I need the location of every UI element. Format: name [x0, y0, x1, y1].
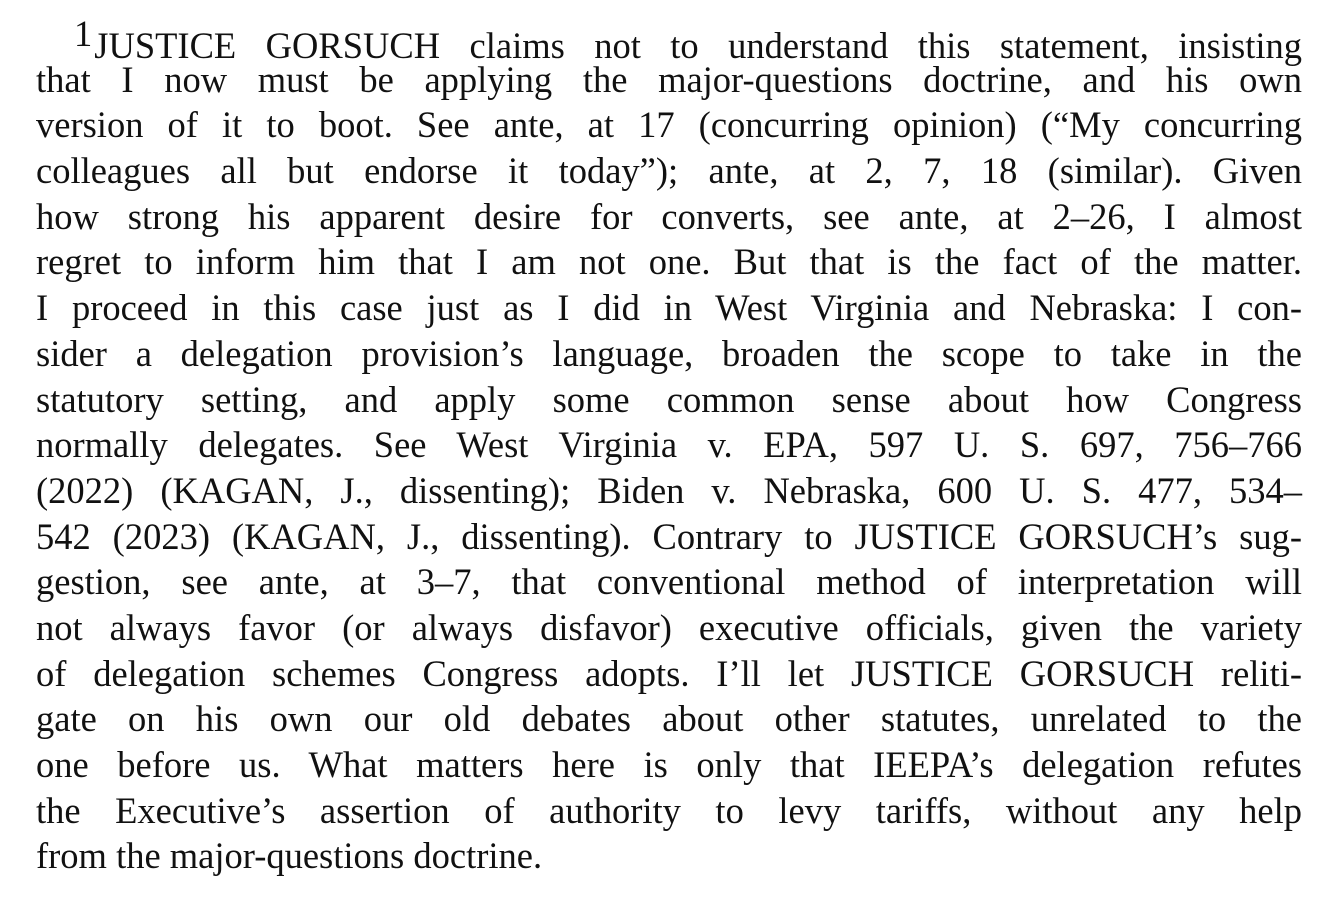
small-caps-name: ORSUCH — [1044, 515, 1193, 557]
text-run: , at 17 (concurring opinion) (“My concurring — [554, 104, 1302, 146]
text-run: (2022) (K — [36, 469, 199, 511]
text-run: , 597 U. S. 697, 756–766 — [828, 424, 1302, 466]
text-run: normally delegates. See — [36, 424, 457, 466]
footnote-line — [36, 468, 1302, 514]
footnote-line — [36, 788, 1302, 834]
italic-citation: Nebraska — [1029, 287, 1168, 329]
footnote-line — [36, 651, 1302, 697]
text-run: J — [94, 25, 109, 66]
text-run: statutory setting, and apply some common sense about how Congress — [36, 378, 1302, 420]
footnote-line — [36, 102, 1302, 148]
footnote-line — [36, 377, 1302, 423]
text-run: , at 3–7, that conventional method of interpretation will — [319, 561, 1302, 603]
small-caps-name: AGAN — [270, 515, 376, 557]
text-run: and — [929, 287, 1030, 329]
italic-citation: Nebraska — [763, 469, 902, 511]
footnote-line — [36, 194, 1302, 240]
small-caps-name: USTICE — [868, 515, 997, 557]
text-run: one before us. What matters here is only that IEEPA’s delegation refutes — [36, 744, 1302, 785]
text-run: colleagues all but endorse it today”); — [36, 150, 709, 192]
text-run: 542 (2023) (K — [36, 515, 271, 557]
text-run: the Executive’s assertion of authority to levy tariffs, without any help — [36, 789, 1302, 831]
text-run: from the major-questions doctrine. — [36, 835, 543, 877]
text-run: gate on his own our old debates about other statutes, unrelated to the — [36, 698, 1302, 740]
text-run: ’s sug- — [1192, 515, 1303, 557]
footnote-text — [36, 11, 1302, 879]
italic-citation: ante — [493, 104, 555, 146]
footnote-line — [36, 742, 1302, 788]
footnote-line — [36, 696, 1302, 742]
footnote-line — [36, 239, 1302, 285]
footnote-line — [36, 559, 1302, 605]
text-run: gestion, see — [36, 561, 259, 603]
text-run: that I now must be applying the major-questions doctrine, and his own — [36, 58, 1302, 100]
text-run: version of it to boot. See — [36, 104, 494, 146]
text-run: G — [992, 652, 1047, 694]
text-run: , J., dissenting); — [304, 469, 598, 511]
italic-citation: ante — [898, 195, 960, 237]
italic-citation: EPA — [763, 424, 829, 466]
text-run: claims not to understand this statement, insisting — [440, 25, 1303, 66]
text-run: v. — [684, 469, 764, 511]
text-run: G — [996, 515, 1045, 557]
text-run: : I con- — [1167, 287, 1303, 329]
footnote-line — [36, 605, 1302, 651]
text-run: , at 2–26, I almost — [959, 195, 1302, 237]
footnote-line — [36, 148, 1302, 194]
small-caps-name: ORSUCH — [1046, 652, 1195, 694]
italic-citation: West Virginia — [715, 287, 930, 329]
small-caps-name: USTICE — [865, 652, 993, 694]
text-run: , 600 U. S. 477, 534– — [901, 469, 1302, 511]
text-run: reliti- — [1194, 652, 1303, 694]
small-caps-name: ORSUCH — [292, 25, 441, 66]
italic-citation: ante — [258, 561, 320, 603]
footnote-marker: 1 — [74, 13, 93, 54]
text-run: of delegation schemes Congress adopts. I’ll let J — [36, 652, 866, 694]
footnote-block — [36, 11, 1302, 879]
footnote-line — [36, 331, 1302, 377]
footnote-line — [36, 833, 1302, 879]
text-run: G — [236, 25, 293, 66]
italic-citation: ante — [708, 150, 770, 192]
italic-citation: West Virginia — [456, 424, 678, 466]
footnote-line — [36, 285, 1302, 331]
text-run: not always favor (or always disfavor) executive officials, given the variety — [36, 606, 1302, 648]
text-run: sider a delegation provision’s language, broaden the scope to take in the — [36, 332, 1302, 374]
text-run: how strong his apparent desire for converts, see — [36, 195, 899, 237]
text-run: I proceed in this case just as I did in — [36, 287, 716, 329]
footnote-line — [36, 422, 1302, 468]
footnote-line — [36, 514, 1302, 560]
footnote-line — [36, 57, 1302, 103]
footnote-line — [36, 11, 1303, 66]
text-run: v. — [677, 424, 764, 466]
italic-citation: Biden — [597, 469, 685, 511]
small-caps-name: USTICE — [108, 25, 237, 66]
small-caps-name: AGAN — [198, 469, 305, 511]
text-run: , at 2, 7, 18 (similar). Given — [769, 150, 1302, 192]
text-run: regret to inform him that I am not one. But that is the fact of the matter. — [36, 241, 1302, 283]
text-run: , J., dissenting). Contrary to J — [375, 515, 869, 557]
